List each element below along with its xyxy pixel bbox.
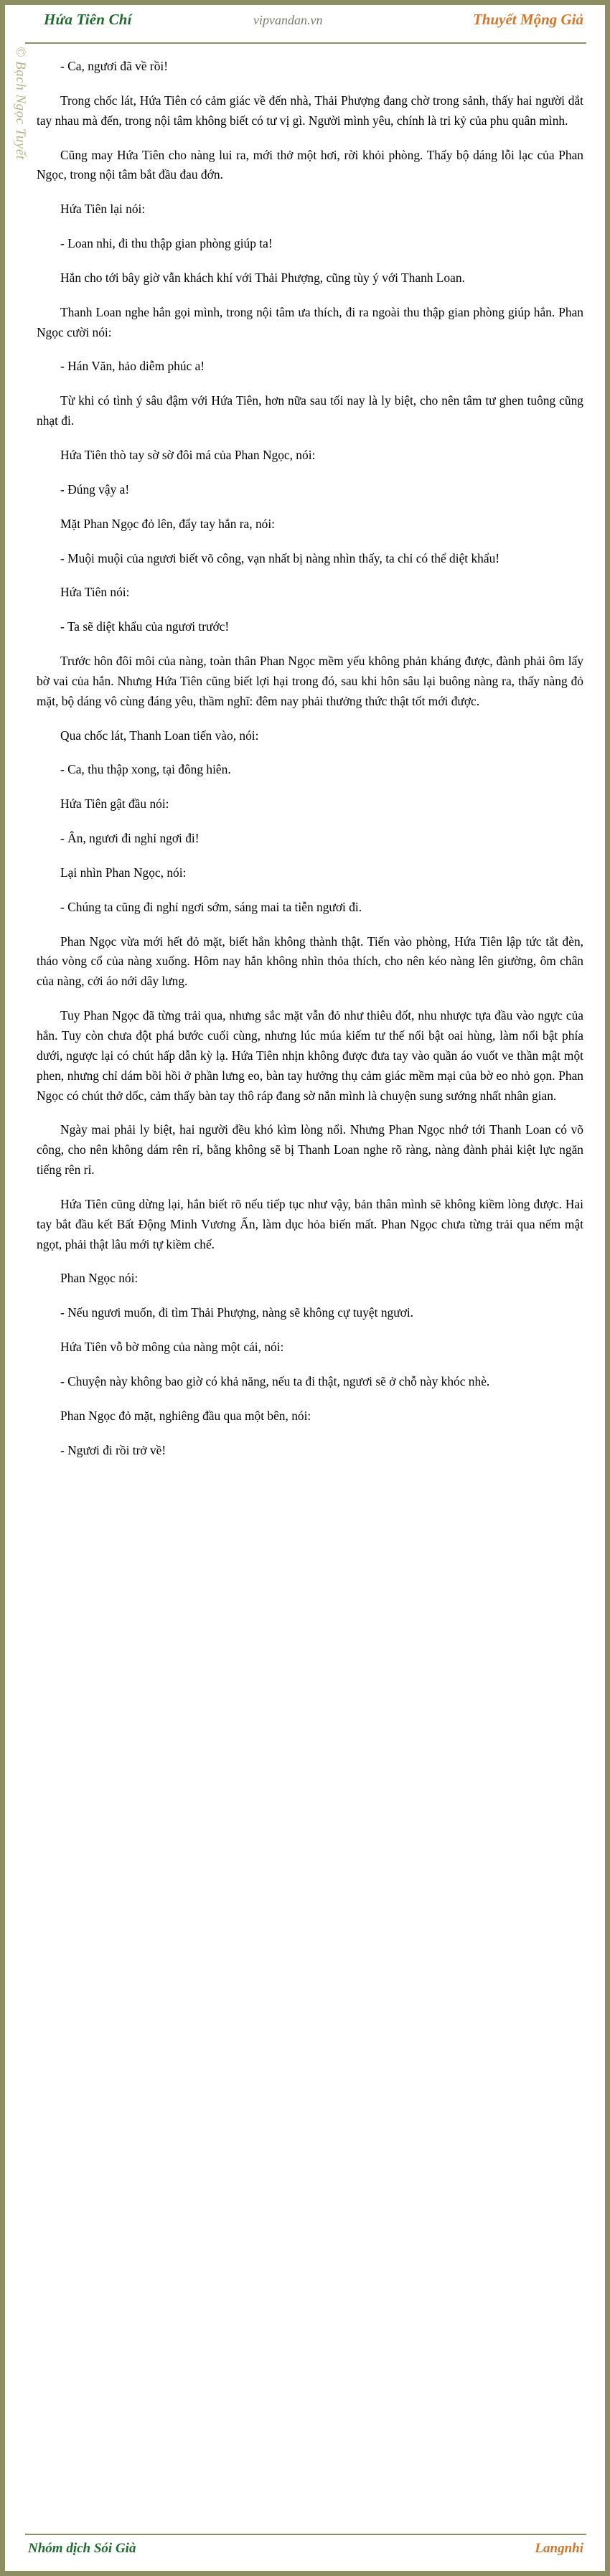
page-footer (25, 2534, 586, 2562)
chapter-paragraph: Hứa Tiên cũng dừng lại, hắn biết rõ nếu tiếp tục như vậy, bản thân mình sẽ không kiềm lòng được. Hai tay bắt đầu kết Bất Động Minh Vương Ấn, làm dục hỏa biến mất. Phan Ngọc chưa từng trải qua nếm mật ngọt, phải thật lâu mới tự kiềm chế. (37, 1196, 583, 1251)
chapter-body (37, 57, 583, 1461)
header-site-name: vipvandan.vn (253, 13, 323, 27)
chapter-paragraph: - Muội muội của ngươi biết võ công, vạn nhất bị nàng nhìn thấy, ta chỉ có thể diệt khẩu! (60, 550, 500, 565)
chapter-paragraph: Hứa Tiên gật đầu nói: (60, 796, 169, 812)
chapter-paragraph: - Ca, ngươi đã về rồi! (60, 59, 169, 73)
header-author-name: Thuyết Mộng Giả (472, 11, 583, 28)
chapter-paragraph: - Ân, ngươi đi nghỉ ngơi đi! (60, 831, 200, 846)
chapter-paragraph: Phan Ngọc vừa mới hết đỏ mặt, biết hắn không thành thật. Tiến vào phòng, Hứa Tiên lập tức tắt đèn, tháo vòng cổ của nàng xuống. Hôm nay hắn không nhìn thỏa thích, cho nên kéo nàng lên giường, ôm chân của nàng, cởi áo nới dây lưng. (37, 934, 583, 989)
chapter-paragraph: Trong chốc lát, Hứa Tiên có cảm giác về đến nhà, Thải Phượng đang chờ trong sảnh, thấy hai người dắt tay nhau mà đến, trong nội tâm không biết có tư vị gì. Người mình yêu, chính là tri kỷ của phu quân mình. (37, 93, 583, 128)
chapter-paragraph: - Ta sẽ diệt khẩu của ngươi trước! (60, 619, 230, 634)
chapter-paragraph: - Chúng ta cũng đi nghỉ ngơi sớm, sáng mai ta tiễn ngươi đi. (60, 899, 362, 914)
chapter-paragraph: Từ khi có tình ý sâu đậm với Hứa Tiên, hơn nữa sau tối nay là ly biệt, cho nên tâm tư ghen tuông cũng nhạt đi. (37, 393, 583, 428)
chapter-paragraph: Hứa Tiên vỗ bờ mông của nàng một cái, nói: (60, 1340, 284, 1355)
header-novel-title: Hứa Tiên Chí (44, 11, 132, 28)
chapter-paragraph: - Nếu ngươi muốn, đi tìm Thải Phượng, nàng sẽ không cự tuyệt ngươi. (60, 1305, 414, 1320)
chapter-paragraph: - Ngươi đi rồi trở về! (60, 1442, 166, 1457)
chapter-paragraph: Trước hôn đôi môi của nàng, toàn thân Phan Ngọc mềm yếu không phản kháng được, đành phải ôm lấy bờ vai của hắn. Nhưng Hứa Tiên cũng biết lợi hại trong đó, sau khi hôn sâu lại buông nàng ra, thấy nàng đỏ mặt, bộ dáng vô cùng đáng yêu, thầm nghĩ: đêm nay phải thưởng thức thật tốt mới được. (37, 654, 583, 708)
chapter-paragraph: Hắn cho tới bây giờ vẫn khách khí với Thải Phượng, cũng tùy ý với Thanh Loan. (60, 270, 465, 285)
footer-translation-group: Nhóm dịch Sói Già (28, 2541, 136, 2556)
chapter-paragraph: Lại nhìn Phan Ngọc, nói: (60, 865, 187, 880)
page-header (25, 9, 586, 44)
chapter-paragraph: - Hán Văn, hảo diễm phúc a! (60, 359, 205, 374)
copyright-watermark: © Bạch Ngọc Tuyết (13, 47, 28, 160)
chapter-paragraph: Phan Ngọc đỏ mặt, nghiêng đầu qua một bên, nói: (60, 1408, 311, 1423)
chapter-paragraph: Hứa Tiên lại nói: (60, 202, 146, 217)
chapter-paragraph: Ngày mai phải ly biệt, hai người đều khó kìm lòng nổi. Nhưng Phan Ngọc nhớ tới Thanh Loan có võ công, cho nên không dám rên rỉ, bằng không sẽ bị Thanh Loan nghe rõ ràng, nàng đành phải kiệt lực ngăn tiếng rên rỉ. (37, 1122, 583, 1177)
chapter-paragraph: Thanh Loan nghe hắn gọi mình, trong nội tâm ưa thích, đi ra ngoài thu thập gian phòng giúp hắn. Phan Ngọc cười nói: (37, 304, 583, 339)
footer-translator-name: Langnhi (535, 2541, 583, 2556)
chapter-paragraph: - Chuyện này không bao giờ có khả năng, nếu ta đi thật, ngươi sẽ ở chỗ này khóc nhè. (60, 1373, 490, 1388)
chapter-paragraph: - Loan nhi, đi thu thập gian phòng giúp ta! (60, 236, 273, 251)
chapter-paragraph: Hứa Tiên nói: (60, 585, 130, 600)
chapter-paragraph: Qua chốc lát, Thanh Loan tiến vào, nói: (60, 728, 259, 743)
chapter-paragraph: Tuy Phan Ngọc đã từng trải qua, nhưng sắc mặt vẫn đỏ như thiêu đốt, nhu nhược tựa đầu vào ngực của hắn. Tuy còn chưa đột phá bước cuối cùng, nhưng lúc múa kiếm tư thế nổi bật oai hùng, làm nổi bật phía dưới, ngược lại có chút hấp dẫn kỳ lạ. Hứa Tiên nhịn không được đưa tay vào quần áo vuốt ve thần mật một phen, nhưng chỉ dám bồi hồi ở phần lưng eo, bàn tay hưởng thụ cảm giác mềm mại của bờ eo nhỏ gọn. Phan Ngọc có chút thở dốc, cảm thấy bàn tay thô ráp đang sờ nắn mình là chuyện sung sướng nhất nhân gian. (37, 1008, 583, 1103)
chapter-paragraph: - Ca, thu thập xong, tại đông hiên. (60, 762, 231, 777)
chapter-paragraph: - Đúng vậy a! (60, 481, 130, 497)
chapter-paragraph: Mặt Phan Ngọc đỏ lên, đẩy tay hắn ra, nói: (60, 516, 275, 531)
chapter-paragraph: Phan Ngọc nói: (60, 1271, 139, 1286)
chapter-paragraph: Hứa Tiên thò tay sờ sờ đôi má của Phan Ngọc, nói: (60, 447, 316, 462)
chapter-paragraph: Cũng may Hứa Tiên cho nàng lui ra, mới thở một hơi, rời khỏi phòng. Thấy bộ dáng lỗi lạc của Phan Ngọc, trong nội tâm bắt đầu đau đớn. (37, 147, 583, 182)
